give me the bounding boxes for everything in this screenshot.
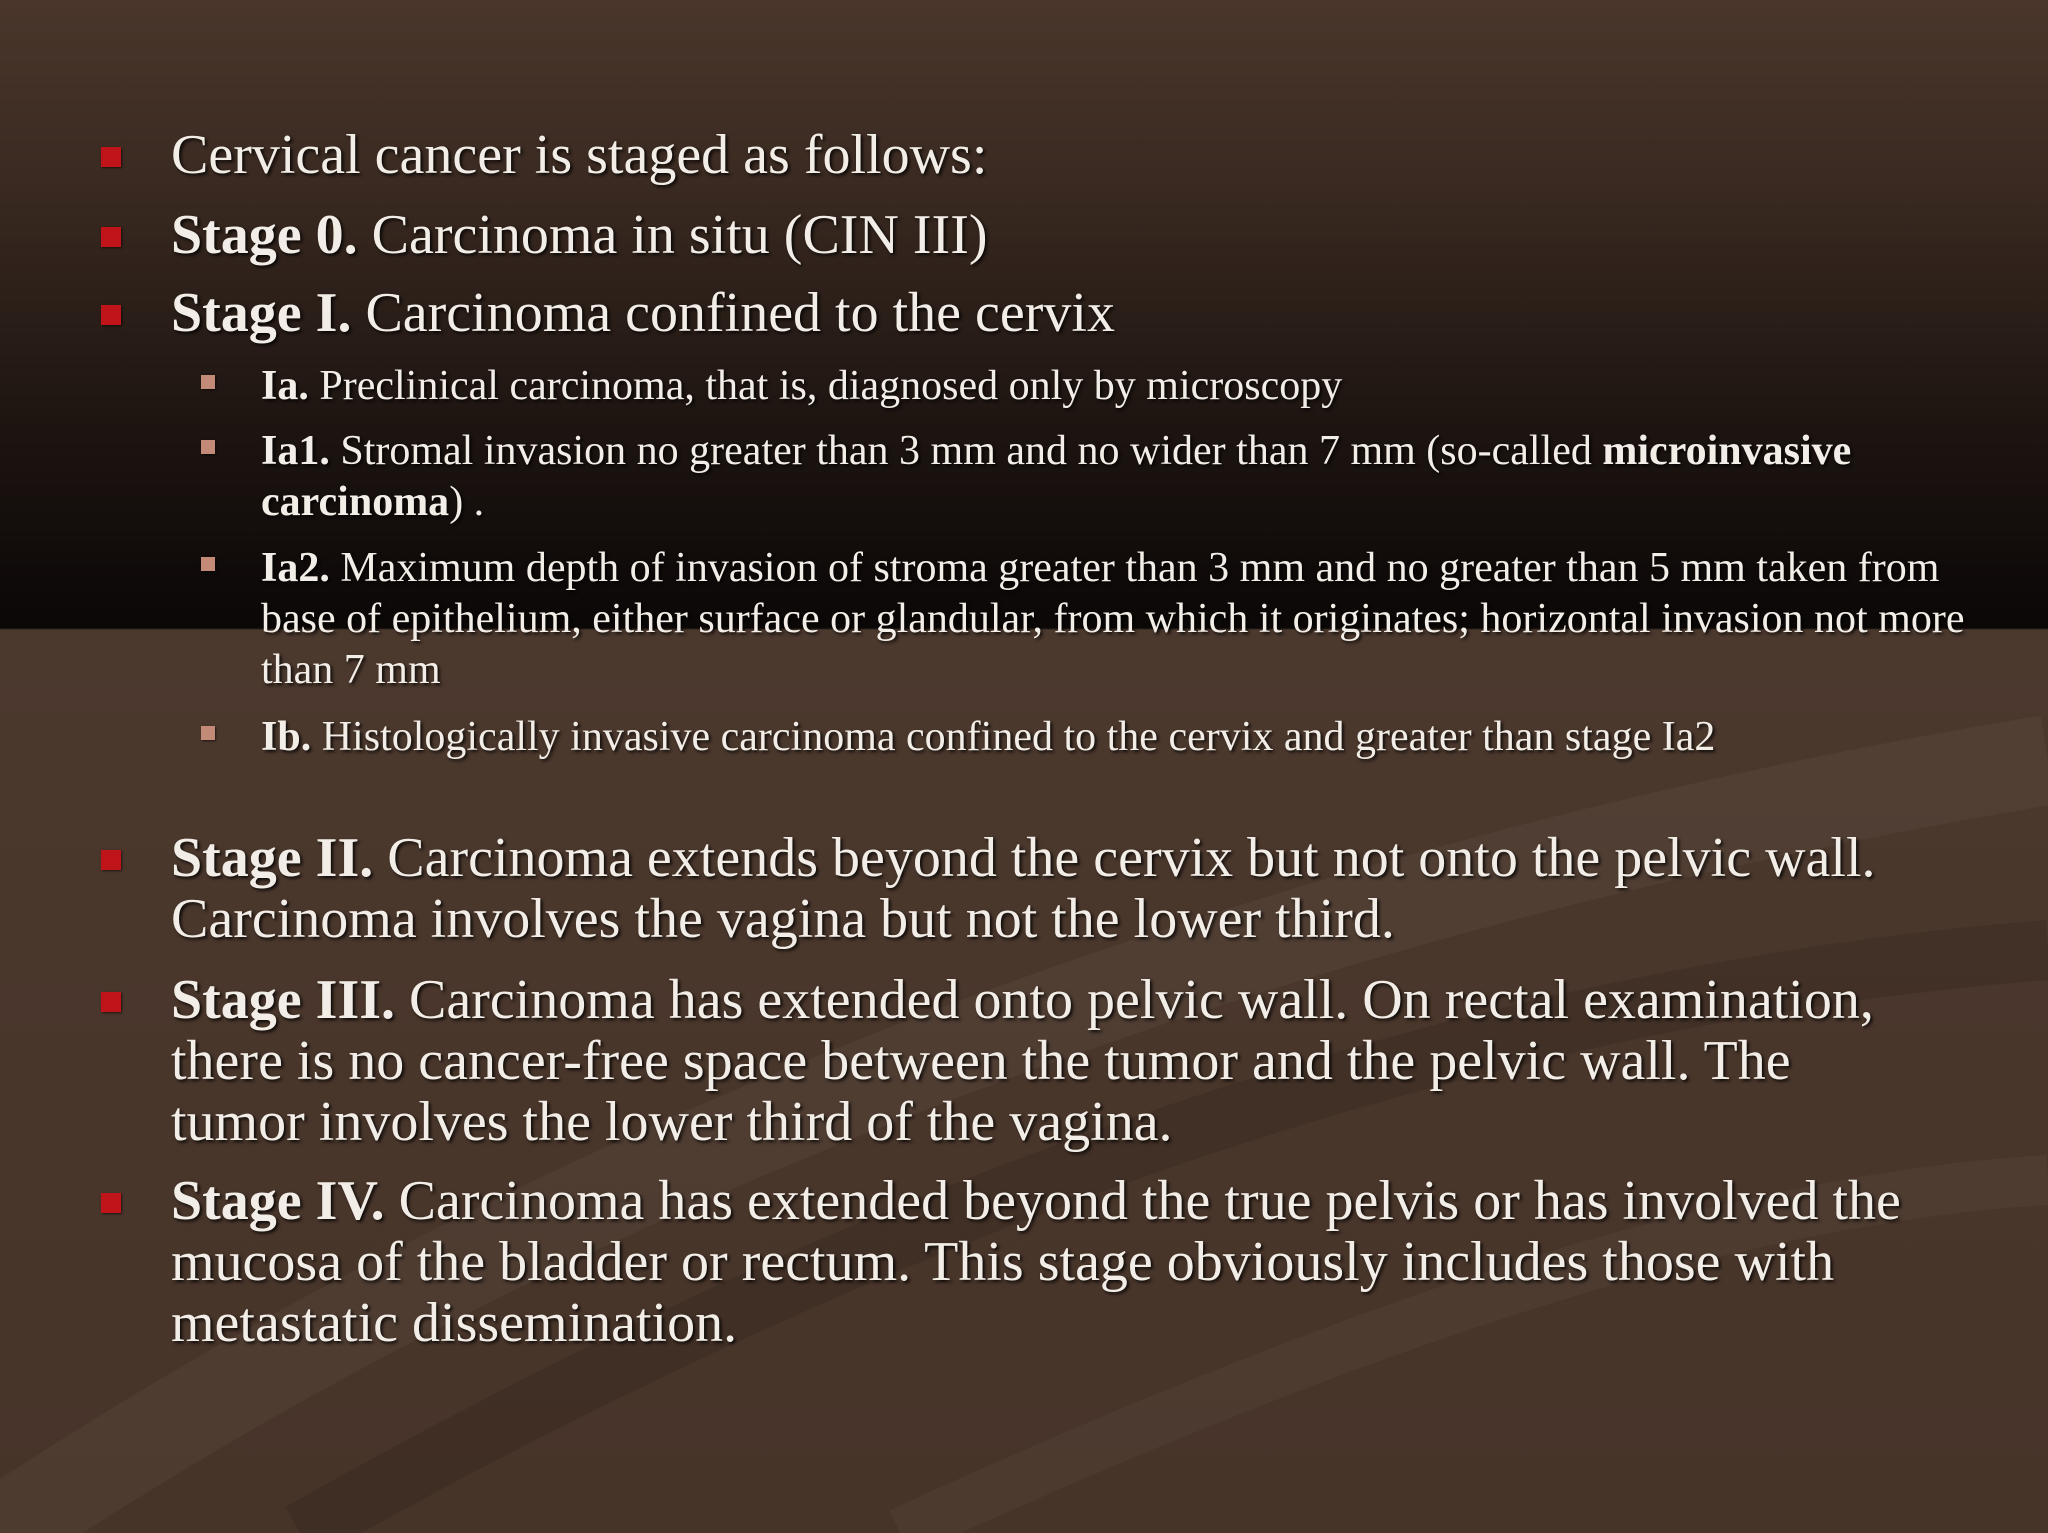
stage-ii-text: Carcinoma extends beyond the cervix but not onto the pelvic wall. Carcinoma involves the vagina but not the lower third.	[171, 827, 1876, 950]
stage-iv-label: Stage IV.	[171, 1170, 385, 1232]
stage-i-text: Carcinoma confined to the cervix	[351, 282, 1115, 344]
stage-ia-text: Preclinical carcinoma, that is, diagnosed only by microscopy	[308, 363, 1343, 409]
stage-ia1-text: Stromal invasion no greater than 3 mm and no wider than 7 mm (so-called	[329, 428, 1603, 474]
stage-ia1-tail: ) .	[449, 479, 485, 525]
pink-square-bullet-icon	[201, 375, 215, 389]
stage-ia2-label: Ia2.	[261, 545, 330, 591]
pink-square-bullet-icon	[201, 557, 215, 571]
stage-ib-label: Ib.	[261, 714, 312, 760]
stage-iv-text: Carcinoma has extended beyond the true pelvis or has involved the mucosa of the bladder or rectum. This stage obviously includes those with metastatic dissemination.	[171, 1170, 1901, 1354]
bullet-stage-ia	[261, 361, 1981, 412]
bullet-stage-i	[171, 283, 1931, 344]
stage-ia2-text: Maximum depth of invasion of stroma greater than 3 mm and no greater than 5 mm taken from base of epithelium, either surface or glandular, from which it originates; horizontal invasion not more than 7 mm	[261, 545, 1965, 693]
pink-square-bullet-icon	[201, 726, 215, 740]
stage-0-label: Stage 0.	[171, 204, 358, 266]
bullet-stage-iv	[171, 1171, 1931, 1354]
red-square-bullet-icon	[101, 1193, 121, 1213]
pink-square-bullet-icon	[201, 440, 215, 454]
stage-i-label: Stage I.	[171, 282, 352, 344]
bullet-intro	[171, 125, 1931, 186]
stage-ia1-bold-term: microinvasive carcinoma	[261, 428, 1852, 525]
red-square-bullet-icon	[101, 147, 121, 167]
bullet-stage-ib	[261, 712, 1981, 763]
bullet-stage-0	[171, 205, 1931, 266]
bullet-stage-iii	[171, 970, 1931, 1153]
stage-iii-text: Carcinoma has extended onto pelvic wall. On rectal examination, there is no cancer-free space between the tumor and the pelvic wall. The tumor involves the lower third of the vagina.	[171, 969, 1874, 1153]
stage-ib-text: Histologically invasive carcinoma confined to the cervix and greater than stage Ia2	[311, 714, 1716, 760]
stage-0-text: Carcinoma in situ (CIN III)	[357, 204, 988, 266]
stage-ia1-label: Ia1.	[261, 428, 330, 474]
stage-ii-label: Stage II.	[171, 827, 374, 889]
red-square-bullet-icon	[101, 227, 121, 247]
stage-iii-label: Stage III.	[171, 969, 396, 1031]
red-square-bullet-icon	[101, 992, 121, 1012]
red-square-bullet-icon	[101, 850, 121, 870]
bullet-stage-ia2	[261, 543, 1981, 696]
intro-text: Cervical cancer is staged as follows:	[171, 124, 988, 186]
bullet-stage-ii	[171, 828, 1931, 950]
bullet-stage-ia1	[261, 426, 1981, 528]
red-square-bullet-icon	[101, 305, 121, 325]
stage-ia-label: Ia.	[261, 363, 309, 409]
